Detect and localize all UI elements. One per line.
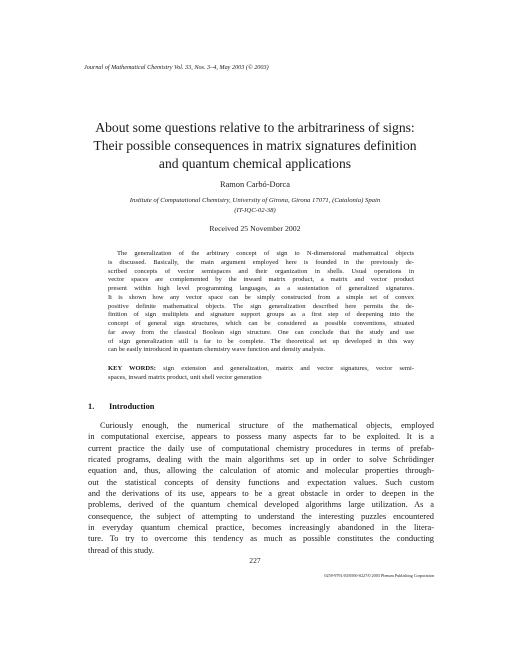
abstract-line: finition of sign multiplets and signature support groups as a first step of deepening into the — [108, 311, 414, 319]
section-heading — [88, 402, 154, 411]
journal-header: Journal of Mathematical Chemistry Vol. 33, Nos. 3–4, May 2003 (© 2003) — [84, 64, 269, 71]
paper-title — [60, 119, 450, 173]
body-line: and the derivations of its use, appears to be a great obstacle in order to deepen in the — [88, 489, 434, 499]
abstract-line: It is shown how any vector space can be simply constructed from a simple set of convex — [108, 293, 414, 301]
body-line: Curiously enough, the numerical structure of the mathematical objects, employed — [100, 421, 434, 430]
title-line: About some questions relative to the arbitrariness of signs: — [95, 120, 415, 135]
received-date: Received 25 November 2002 — [209, 224, 301, 233]
body-line: ricated programs, dealing with the main algorithms set up in order to solve Schrödinger — [88, 455, 434, 465]
body-line: ture. To try to overcome this tendency as much as possible constitutes the conducting — [88, 534, 434, 544]
section-title: Introduction — [109, 402, 155, 411]
affiliation-line: (IT-IQC-02-38) — [234, 206, 276, 214]
body-line: equation and, thus, allowing the calculation of atomic and molecular properties through- — [88, 466, 434, 476]
keywords-text: sign extension and generalization, matrix and vector signatures, vector semi- — [163, 365, 414, 372]
title-line: and quantum chemical applications — [158, 156, 352, 171]
author-name: Ramon Carbó-Dorca — [219, 180, 290, 189]
keywords-label: KEY WORDS: — [108, 365, 156, 372]
body-line: current practice the daily use of computational chemistry procedures in terms of prefab- — [88, 443, 434, 453]
abstract-line: of sign generalization still is far to be complete. The theoretical set up developed in this way — [108, 337, 414, 345]
body-line: thread of this study. — [88, 545, 154, 555]
body-line: consequence, the subject of attempting to understand the interesting puzzles encountered — [88, 511, 434, 521]
body-line: out the statistical concepts of density functions and expectation values. Such custom — [88, 477, 434, 487]
abstract — [108, 250, 414, 355]
keywords-line: spaces, inward matrix product, unit shell vector generation — [108, 373, 262, 381]
affiliation-line: Institute of Computational Chemistry, University of Girona, Girona 17071, (Catalonia) Spain — [129, 197, 381, 204]
section-number: 1. — [88, 402, 95, 411]
page-number: 227 — [249, 556, 261, 565]
abstract-line: is discussed. Basically, the main argument employed here is founded in the previously de- — [108, 258, 414, 266]
title-line: Their possible consequences in matrix signatures definition — [93, 138, 417, 153]
abstract-line: can be easily introduced in quantum chemistry wave function and density analysis. — [108, 346, 326, 354]
keywords — [108, 365, 414, 383]
abstract-line: far away from the classical Boolean sign structure. One can conclude that the study and use — [108, 328, 414, 336]
body-line: in computational exercise, appears to possess many aspects far to be exploited. It is a — [88, 432, 434, 442]
publisher-footer: 0259-9791/03/0500-0227/0 2003 Plenum Publishing Corporation — [324, 573, 434, 578]
abstract-line: vector spaces are complemented by the inward matrix product, a matrix and vector product — [108, 276, 414, 284]
abstract-line: positive definite mathematical objects. The sign generalization described here permits the de- — [108, 302, 414, 310]
body-line: in everyday quantum chemical practice, becomes increasingly abandoned in the litera- — [88, 523, 434, 533]
abstract-line: present within high level programming languages, as a sustentation of generalized signatures. — [108, 285, 414, 292]
body-text — [88, 420, 434, 556]
body-line: problems, derived of the quantum chemical developed algorithms large utilization. As a — [88, 500, 434, 510]
abstract-line: scribed concepts of vector semispaces and their organization in shells. Usual operations in — [108, 267, 414, 275]
abstract-line: concept of general sign structures, which can be considered as possible conventions, situated — [108, 320, 414, 327]
abstract-line: The generalization of the arbitrary concept of sign to N-dimensional mathematical objects — [117, 250, 414, 257]
author-affiliation — [60, 196, 450, 215]
keywords-line — [108, 365, 414, 374]
